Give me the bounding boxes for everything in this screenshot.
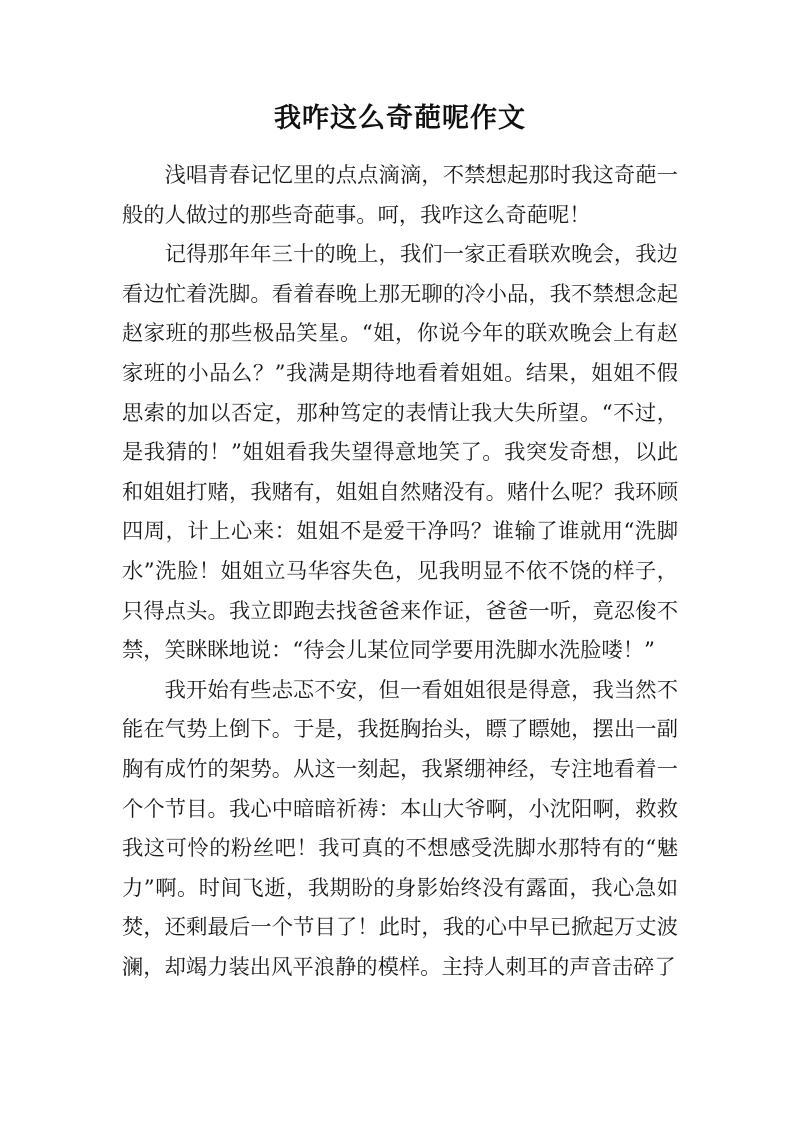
paragraph-1: 浅唱青春记忆里的点点滴滴，不禁想起那时我这奇葩一般的人做过的那些奇葩事。呵，我咋这么奇葩呢！ xyxy=(122,163,678,228)
document-body xyxy=(122,156,678,987)
paragraph-3: 我开始有些忐忑不安，但一看姐姐很是得意，我当然不能在气势上倒下。于是，我挺胸抬头，瞟了瞟她，摆出一副胸有成竹的架势。从这一刻起，我紧绷神经，专注地看着一个个节目。我心中暗暗祈祷：本山大爷啊，小沈阳啊，救救我这可怜的粉丝吧！我可真的不想感受洗脚水那特有的“魅力”啊。时间飞逝，我期盼的身影始终没有露面，我心急如焚，还剩最后一个节目了！此时，我的心中早已掀起万丈波澜，却竭力装出风平浪静的模样。主持人刺耳的声音击碎了 xyxy=(122,677,678,980)
paragraph-2: 记得那年年三十的晚上，我们一家正看联欢晚会，我边看边忙着洗脚。看着春晚上那无聊的冷小品，我不禁想念起赵家班的那些极品笑星。“姐，你说今年的联欢晚会上有赵家班的小品么？”我满是期待地看着姐姐。结果，姐姐不假思索的加以否定，那种笃定的表情让我大失所望。“不过，是我猜的！”姐姐看我失望得意地笑了。我突发奇想，以此和姐姐打赌，我赌有，姐姐自然赌没有。赌什么呢？我环顾四周，计上心来：姐姐不是爱干净吗？谁输了谁就用“洗脚水”洗脸！姐姐立马华容失色，见我明显不依不饶的样子，只得点头。我立即跑去找爸爸来作证，爸爸一听，竟忍俊不禁，笑眯眯地说：“待会儿某位同学要用洗脚水洗脸喽！” xyxy=(122,242,678,664)
document-title: 我咋这么奇葩呢作文 xyxy=(274,103,526,134)
